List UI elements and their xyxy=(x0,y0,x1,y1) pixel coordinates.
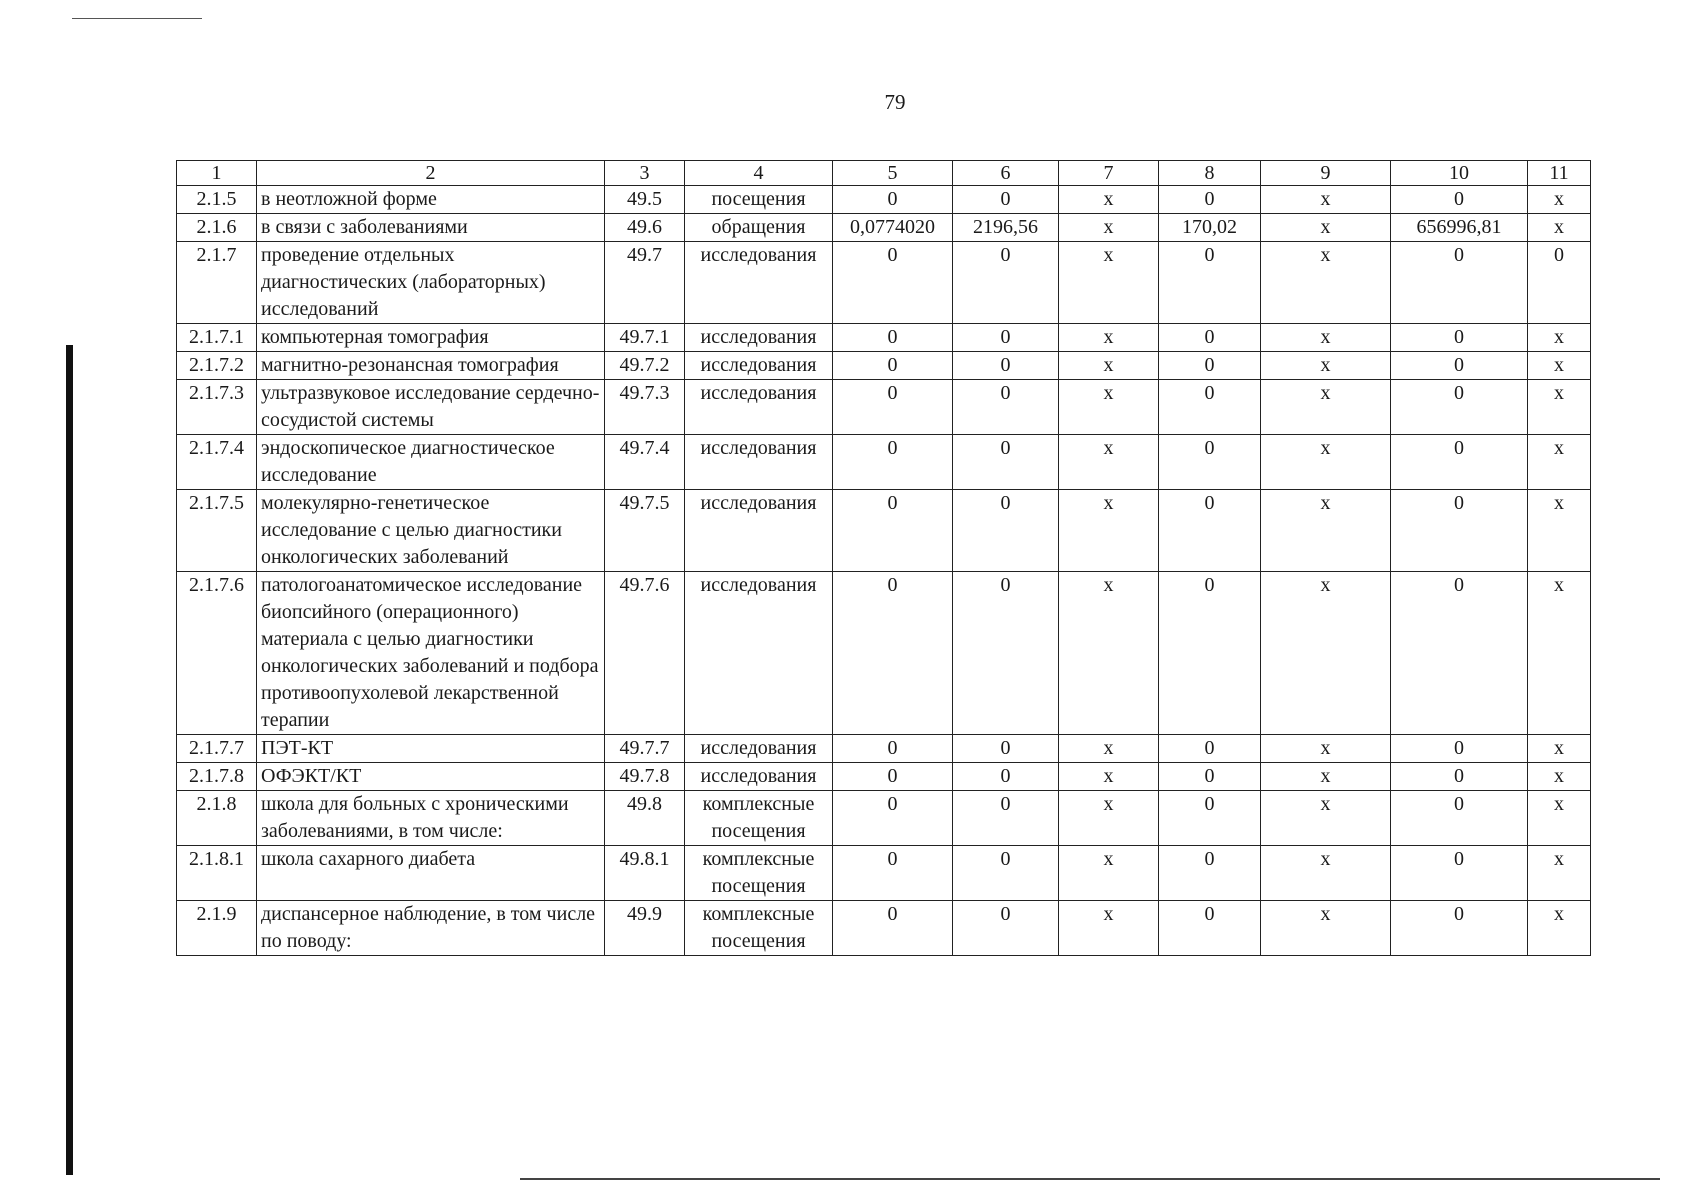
table-cell: 2.1.7 xyxy=(177,242,257,324)
scan-artifact-left-bar xyxy=(66,345,73,1175)
table-cell: 0 xyxy=(953,846,1059,901)
table-cell: компьютерная томография xyxy=(257,324,605,352)
table-row xyxy=(177,791,1591,846)
table-cell: х xyxy=(1261,572,1391,735)
table-cell: 49.7.8 xyxy=(605,763,685,791)
column-header: 3 xyxy=(605,161,685,186)
table-cell: х xyxy=(1261,791,1391,846)
table-cell: 0 xyxy=(1391,763,1528,791)
table-cell: х xyxy=(1528,380,1591,435)
table-cell: 49.7.1 xyxy=(605,324,685,352)
table-cell: х xyxy=(1059,242,1159,324)
data-table xyxy=(176,160,1591,956)
table-cell: х xyxy=(1528,846,1591,901)
table-row xyxy=(177,435,1591,490)
table-cell: эндоскопическое диагностическое исследование xyxy=(257,435,605,490)
table-cell: 0 xyxy=(833,572,953,735)
table-cell: х xyxy=(1261,324,1391,352)
table-cell: х xyxy=(1261,901,1391,956)
table-cell: х xyxy=(1059,846,1159,901)
table-cell: 0 xyxy=(833,490,953,572)
table-cell: 0,0774020 xyxy=(833,214,953,242)
table-row xyxy=(177,380,1591,435)
table-cell: школа сахарного диабета xyxy=(257,846,605,901)
table-cell: 49.7.6 xyxy=(605,572,685,735)
table-cell: х xyxy=(1528,763,1591,791)
table-cell: 0 xyxy=(833,791,953,846)
table-cell: 0 xyxy=(1391,490,1528,572)
table-cell: 0 xyxy=(1391,572,1528,735)
table-cell: х xyxy=(1261,735,1391,763)
table-cell: 49.7.3 xyxy=(605,380,685,435)
table-body xyxy=(177,161,1591,956)
table-cell: 0 xyxy=(833,763,953,791)
table-cell: 656996,81 xyxy=(1391,214,1528,242)
table-header-row xyxy=(177,161,1591,186)
table-cell: 0 xyxy=(1159,901,1261,956)
table-cell: 0 xyxy=(1159,846,1261,901)
table-cell: 0 xyxy=(833,846,953,901)
table-cell: х xyxy=(1059,791,1159,846)
table-cell: комплексные посещения xyxy=(685,901,833,956)
table-cell: х xyxy=(1261,242,1391,324)
table-row xyxy=(177,735,1591,763)
column-header: 7 xyxy=(1059,161,1159,186)
table-row xyxy=(177,763,1591,791)
table-cell: х xyxy=(1528,435,1591,490)
table-cell: исследования xyxy=(685,242,833,324)
table-cell: 0 xyxy=(833,901,953,956)
table-cell: х xyxy=(1059,324,1159,352)
table-cell: 49.8 xyxy=(605,791,685,846)
column-header: 5 xyxy=(833,161,953,186)
table-cell: х xyxy=(1261,490,1391,572)
table-cell: комплексные посещения xyxy=(685,791,833,846)
table-row xyxy=(177,324,1591,352)
table-cell: ультразвуковое исследование сердечно-сосудистой системы xyxy=(257,380,605,435)
scan-artifact-top-line xyxy=(72,18,202,19)
table-cell: 0 xyxy=(1391,791,1528,846)
table-cell: 0 xyxy=(833,242,953,324)
table-cell: х xyxy=(1528,735,1591,763)
table-cell: х xyxy=(1059,380,1159,435)
table-cell: 2.1.7.8 xyxy=(177,763,257,791)
table-cell: исследования xyxy=(685,352,833,380)
table-cell: х xyxy=(1528,324,1591,352)
table-cell: 0 xyxy=(1391,186,1528,214)
table-cell: х xyxy=(1528,490,1591,572)
table-cell: 0 xyxy=(953,435,1059,490)
table-cell: 0 xyxy=(1391,435,1528,490)
table-row xyxy=(177,242,1591,324)
column-header: 2 xyxy=(257,161,605,186)
table-cell: х xyxy=(1261,380,1391,435)
table-row xyxy=(177,846,1591,901)
table-cell: исследования xyxy=(685,735,833,763)
column-header: 11 xyxy=(1528,161,1591,186)
table-cell: 49.5 xyxy=(605,186,685,214)
page-number: 79 xyxy=(884,90,906,114)
table-cell: 0 xyxy=(1391,380,1528,435)
table-cell: 0 xyxy=(1391,735,1528,763)
table-cell: 49.7.4 xyxy=(605,435,685,490)
table-cell: х xyxy=(1059,735,1159,763)
table-cell: 0 xyxy=(953,352,1059,380)
table-cell: 0 xyxy=(1159,490,1261,572)
table-row xyxy=(177,572,1591,735)
table-cell: комплексные посещения xyxy=(685,846,833,901)
table-cell: 0 xyxy=(1159,242,1261,324)
table-cell: 170,02 xyxy=(1159,214,1261,242)
table-cell: х xyxy=(1528,901,1591,956)
table-cell: 2.1.5 xyxy=(177,186,257,214)
table-cell: в связи с заболеваниями xyxy=(257,214,605,242)
table-cell: 49.7.7 xyxy=(605,735,685,763)
table-cell: х xyxy=(1059,352,1159,380)
table-cell: 0 xyxy=(1159,352,1261,380)
table-cell: 2.1.7.7 xyxy=(177,735,257,763)
table-cell: 2.1.8.1 xyxy=(177,846,257,901)
table-cell: 2.1.9 xyxy=(177,901,257,956)
table-cell: 0 xyxy=(953,791,1059,846)
table-cell: х xyxy=(1059,490,1159,572)
table-cell: 0 xyxy=(833,435,953,490)
table-cell: 2.1.8 xyxy=(177,791,257,846)
table-cell: 0 xyxy=(1391,352,1528,380)
column-header: 6 xyxy=(953,161,1059,186)
table-cell: 0 xyxy=(953,380,1059,435)
table-cell: 49.7.5 xyxy=(605,490,685,572)
table-cell: х xyxy=(1261,186,1391,214)
table-cell: х xyxy=(1261,214,1391,242)
table-cell: проведение отдельных диагностических (лабораторных) исследований xyxy=(257,242,605,324)
table-cell: х xyxy=(1528,186,1591,214)
table-cell: х xyxy=(1059,901,1159,956)
table-cell: обращения xyxy=(685,214,833,242)
table-row xyxy=(177,352,1591,380)
table-cell: 0 xyxy=(1159,763,1261,791)
table-cell: 49.7.2 xyxy=(605,352,685,380)
table-cell: 0 xyxy=(953,901,1059,956)
table-cell: 0 xyxy=(1159,186,1261,214)
table-cell: исследования xyxy=(685,380,833,435)
table-cell: х xyxy=(1528,352,1591,380)
table-cell: х xyxy=(1059,763,1159,791)
table-cell: х xyxy=(1059,186,1159,214)
table-cell: 0 xyxy=(953,572,1059,735)
table-row xyxy=(177,490,1591,572)
column-header: 1 xyxy=(177,161,257,186)
table-cell: х xyxy=(1261,763,1391,791)
table-cell: 0 xyxy=(1391,901,1528,956)
table-cell: х xyxy=(1528,214,1591,242)
table-cell: 0 xyxy=(953,324,1059,352)
table-cell: 0 xyxy=(1159,791,1261,846)
table-cell: х xyxy=(1528,791,1591,846)
table-cell: ПЭТ-КТ xyxy=(257,735,605,763)
table-row xyxy=(177,214,1591,242)
table-cell: х xyxy=(1528,572,1591,735)
table-cell: посещения xyxy=(685,186,833,214)
table-cell: 0 xyxy=(1159,435,1261,490)
table-cell: 2.1.7.6 xyxy=(177,572,257,735)
table-cell: 0 xyxy=(833,186,953,214)
table-cell: х xyxy=(1059,572,1159,735)
table-cell: 49.8.1 xyxy=(605,846,685,901)
table-cell: диспансерное наблюдение, в том числе по поводу: xyxy=(257,901,605,956)
table-row xyxy=(177,901,1591,956)
table-cell: молекулярно-генетическое исследование с целью диагностики онкологических заболеваний xyxy=(257,490,605,572)
table-cell: 0 xyxy=(1159,380,1261,435)
table-cell: патологоанатомическое исследование биопсийного (операционного) материала с целью диагностики онкологических заболеваний и подбора противоопухолевой лекарственной терапии xyxy=(257,572,605,735)
table-cell: 0 xyxy=(1391,846,1528,901)
table-cell: магнитно-резонансная томография xyxy=(257,352,605,380)
table-cell: 0 xyxy=(953,242,1059,324)
table-cell: 0 xyxy=(833,380,953,435)
table-cell: 49.6 xyxy=(605,214,685,242)
table-cell: 0 xyxy=(1159,324,1261,352)
scan-artifact-bottom-line xyxy=(520,1178,1660,1180)
table-cell: в неотложной форме xyxy=(257,186,605,214)
table-cell: х xyxy=(1261,352,1391,380)
table-cell: х xyxy=(1261,435,1391,490)
table-cell: школа для больных с хроническими заболеваниями, в том числе: xyxy=(257,791,605,846)
table-cell: 2.1.7.4 xyxy=(177,435,257,490)
table-cell: исследования xyxy=(685,763,833,791)
table-cell: исследования xyxy=(685,435,833,490)
table-cell: х xyxy=(1059,214,1159,242)
table-cell: 0 xyxy=(1159,735,1261,763)
table-cell: 0 xyxy=(953,735,1059,763)
table-cell: х xyxy=(1059,435,1159,490)
table-cell: исследования xyxy=(685,572,833,735)
table-cell: 0 xyxy=(1391,242,1528,324)
table-cell: 0 xyxy=(953,763,1059,791)
column-header: 8 xyxy=(1159,161,1261,186)
table-cell: исследования xyxy=(685,324,833,352)
table-cell: 0 xyxy=(1159,572,1261,735)
table-cell: 2.1.7.2 xyxy=(177,352,257,380)
table-row xyxy=(177,186,1591,214)
table-cell: 0 xyxy=(953,186,1059,214)
table-cell: 2.1.7.5 xyxy=(177,490,257,572)
table-cell: 0 xyxy=(1391,324,1528,352)
table-cell: ОФЭКТ/КТ xyxy=(257,763,605,791)
table-cell: 49.9 xyxy=(605,901,685,956)
table-cell: 0 xyxy=(833,735,953,763)
table-cell: 2.1.7.3 xyxy=(177,380,257,435)
table-cell: 0 xyxy=(833,324,953,352)
table-cell: 2.1.7.1 xyxy=(177,324,257,352)
table-cell: х xyxy=(1261,846,1391,901)
table-cell: 0 xyxy=(1528,242,1591,324)
column-header: 10 xyxy=(1391,161,1528,186)
table-cell: 2196,56 xyxy=(953,214,1059,242)
table-cell: 2.1.6 xyxy=(177,214,257,242)
column-header: 4 xyxy=(685,161,833,186)
table-cell: 0 xyxy=(833,352,953,380)
table-cell: 49.7 xyxy=(605,242,685,324)
table-cell: исследования xyxy=(685,490,833,572)
table-cell: 0 xyxy=(953,490,1059,572)
column-header: 9 xyxy=(1261,161,1391,186)
